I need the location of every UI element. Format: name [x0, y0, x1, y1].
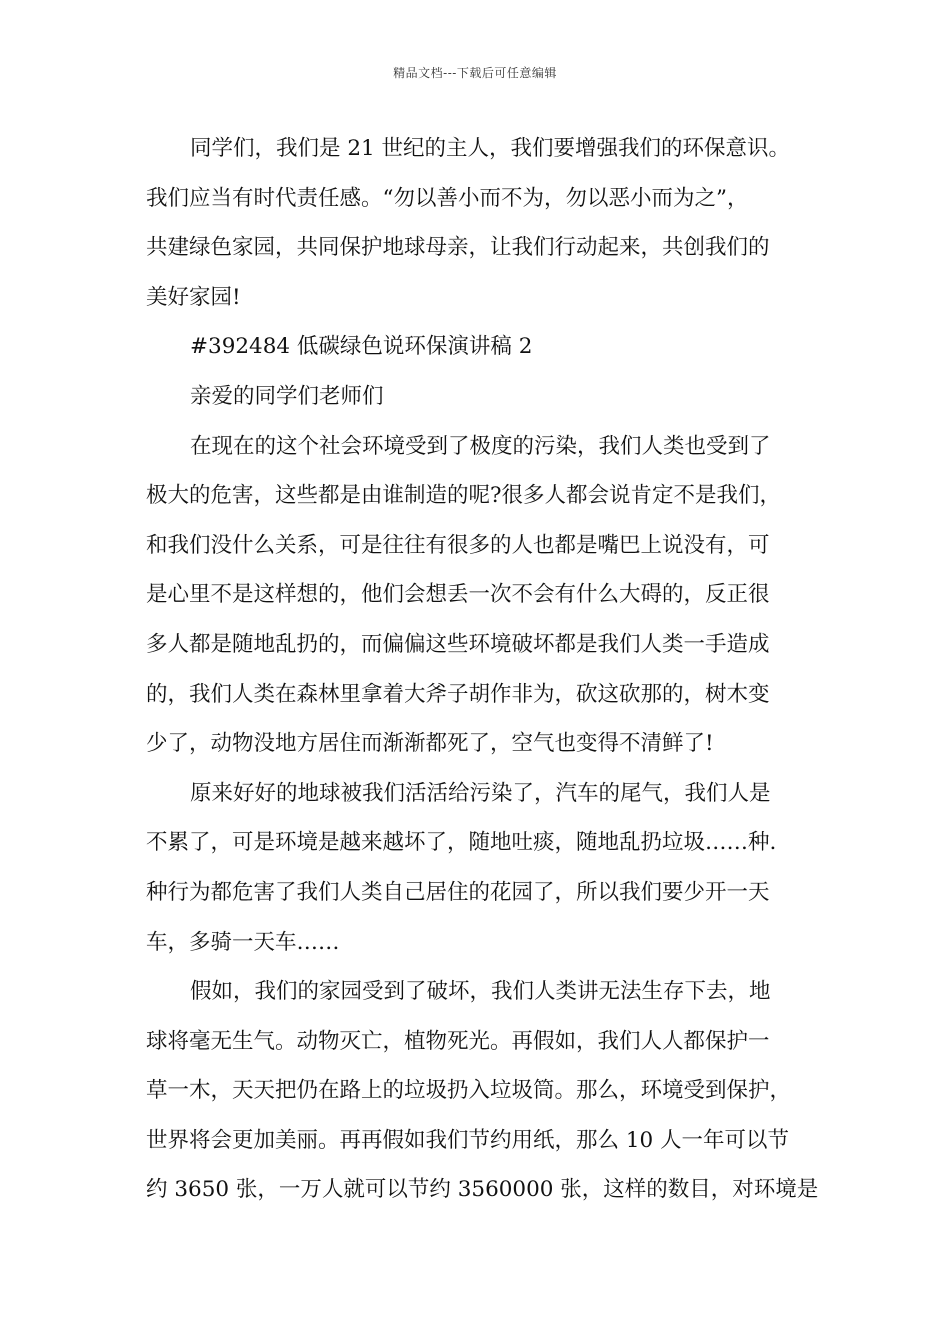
text-line: 世界将会更加美丽。再再假如我们节约用纸，那么 10 人一年可以节 — [146, 1127, 790, 1153]
text-line: 草一木，天天把仍在路上的垃圾扔入垃圾筒。那么，环境受到保护， — [146, 1078, 792, 1104]
text-line: 同学们，我们是 21 世纪的主人，我们要增强我们的环保意识。 — [190, 136, 791, 161]
page-header: 精品文档---下载后可任意编辑 — [393, 66, 557, 80]
text-line: 少了，动物没地方居住而渐渐都死了，空气也变得不清鲜了! — [146, 731, 714, 757]
text-line: 是心里不是这样想的，他们会想丢一次不会有什么大碍的，反正很 — [146, 582, 770, 608]
salutation: 亲爱的同学们老师们 — [190, 383, 384, 409]
section-title: #392484 低碳绿色说环保演讲稿 2 — [190, 334, 533, 360]
text-line: 共建绿色家园，共同保护地球母亲，让我们行动起来，共创我们的 — [146, 235, 770, 261]
text-line: 球将毫无生气。动物灭亡，植物死光。再假如，我们人人都保护一 — [146, 1028, 770, 1054]
text-line: 种行为都危害了我们人类自己居住的花园了，所以我们要少开一天 — [146, 879, 770, 905]
text-line: 多人都是随地乱扔的，而偏偏这些环境破坏都是我们人类一手造成 — [146, 631, 770, 657]
text-line: 约 3650 张，一万人就可以节约 3560000 张，这样的数目，对环境是 — [146, 1177, 819, 1203]
text-line: 原来好好的地球被我们活活给污染了，汽车的尾气，我们人是 — [190, 780, 771, 806]
text-line: 车，多骑一天车…… — [146, 929, 340, 955]
text-line: 和我们没什么关系，可是往往有很多的人也都是嘴巴上说没有，可 — [146, 532, 770, 558]
text-line: 在现在的这个社会环境受到了极度的污染，我们人类也受到了 — [190, 433, 771, 459]
text-line: 我们应当有时代责任感。“勿以善小而不为，勿以恶小而为之”， — [146, 185, 749, 211]
text-line: 的，我们人类在森林里拿着大斧子胡作非为，砍这砍那的，树木变 — [146, 681, 770, 707]
text-line: 极大的危害，这些都是由谁制造的呢?很多人都会说肯定不是我们， — [146, 483, 782, 509]
text-line: 不累了，可是环境是越来越坏了，随地吐痰，随地乱扔垃圾……种. — [146, 830, 777, 856]
document-body — [146, 130, 819, 1221]
text-line: 假如，我们的家园受到了破坏，我们人类讲无法生存下去，地 — [190, 979, 771, 1005]
text-line: 美好家园! — [146, 284, 241, 310]
